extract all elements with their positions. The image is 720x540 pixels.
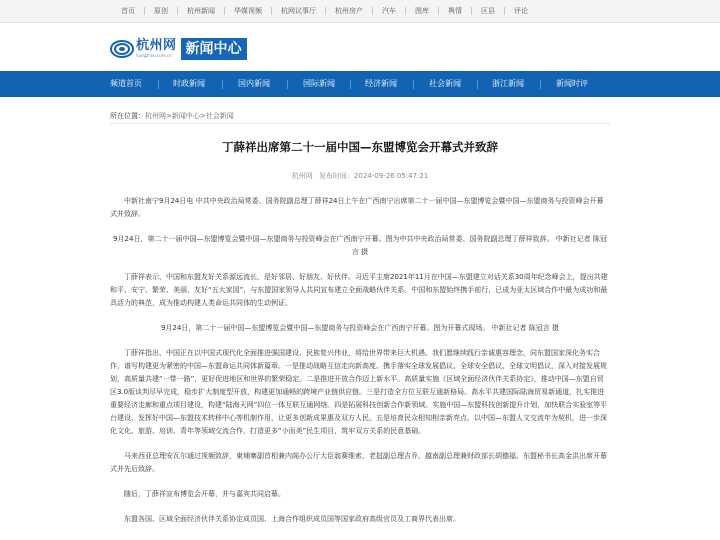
top-nav-link[interactable]: 杭州房产: [335, 7, 363, 15]
article-source: 杭州网: [291, 172, 313, 180]
article-paragraph: 东盟各国、区域全面经济伙伴关系协定成员国、上海合作组织成员国等国家政府高级官员及工商界代表出席。: [124, 515, 460, 523]
hangzhou-logo-icon: [110, 39, 134, 59]
nav-separator: [413, 80, 414, 89]
main-nav-link[interactable]: 新闻时评: [556, 79, 588, 88]
nav-separator: [287, 80, 288, 89]
top-nav-link[interactable]: 杭州新闻: [187, 7, 215, 15]
logo-site-name: 杭州网: [136, 38, 177, 53]
main-nav-link[interactable]: 浙江新闻: [492, 79, 524, 88]
photo-caption: 9月24日，第二十一届中国—东盟博览会暨中国—东盟商务与投资峰会在广西南宁开幕。图为开幕式现场。 中新社记者 陈冠言 摄: [160, 324, 560, 332]
divider: [110, 123, 610, 124]
top-nav-link[interactable]: 首页: [121, 7, 135, 15]
main-nav-link[interactable]: 频道首页: [110, 79, 142, 88]
channel-badge: 新闻中心: [181, 38, 247, 60]
article-paragraph: 丁薛祥表示，中国和东盟友好关系源远流长，是好邻居、好朋友、好伙伴。习近平主席2021年11月在中国—东盟建立对话关系30周年纪念峰会上，提出共建和平、安宁、繁荣、美丽、友好“五大家园”，与东盟国家领导人共同宣布建立全面战略伙伴关系。中国和东盟始终携手前行，已成为亚太区域合作中最为成功和最具活力的典范，成为推动构建人类命运共同体的生动例证。: [110, 273, 608, 307]
nav-separator: [477, 80, 478, 89]
top-nav-link[interactable]: 区县: [481, 7, 495, 15]
main-nav-link[interactable]: 经济新闻: [365, 79, 397, 88]
logo-domain: hangzhou.com.cn: [136, 53, 172, 58]
top-nav-link[interactable]: 图库: [415, 7, 429, 15]
top-nav-list: [112, 0, 537, 22]
nav-separator: [222, 80, 223, 89]
breadcrumb: [110, 111, 234, 121]
article-paragraph: 马来西亚总理安瓦尔通过视频致辞，柬埔寨副首相兼内阁办公厅大臣翁赛维索、老挝副总理吉乔、越南副总理兼财政部长胡德福、东盟秘书长高金洪出席开幕式并先后致辞。: [110, 452, 607, 473]
main-nav-link[interactable]: 国内新闻: [238, 79, 270, 88]
article-title: 丁薛祥出席第二十一届中国—东盟博览会开幕式并致辞: [222, 140, 498, 154]
logo-text: [136, 39, 177, 59]
main-nav-link[interactable]: 国际新闻: [303, 79, 335, 88]
main-nav-link[interactable]: 时政新闻: [173, 79, 205, 88]
article-paragraph: 随后，丁薛祥宣布博览会开幕，并与嘉宾共同启幕。: [124, 490, 285, 498]
site-logo[interactable]: [110, 36, 247, 62]
top-nav-link[interactable]: 原创: [154, 7, 168, 15]
article-paragraph: 中新社南宁9月24日电 中共中央政治局常委、国务院副总理丁薛祥24日上午在广西南宁出席第二十一届中国—东盟博览会暨中国—东盟商务与投资峰会开幕式并致辞。: [110, 197, 604, 218]
main-nav-link[interactable]: 社会新闻: [429, 79, 461, 88]
nav-separator: [540, 80, 541, 89]
main-navigation: [0, 71, 720, 97]
nav-separator: [158, 80, 159, 89]
article-paragraph: 丁薛祥指出，中国正在以中国式现代化全面推进强国建设、民族复兴伟业，将给世界带来巨大机遇。我们愿继续践行亲诚惠容理念，同东盟国家深化务实合作，谱写构建更为紧密的中国—东盟命运共同体新篇章。一是推动战略互信走向新高度。携手落实全球发展倡议、全球安全倡议、全球文明倡议，深入对接发展规划，高质量共建“一带一路”，更好促进地区和世界的繁荣稳定。二是推进开放合作迈上新水平。高质量实施《区域全面经济伙伴关系协定》，推动中国—东盟自贸区3.0版谈判尽早完成，稳步扩大制度型开放，构建更加通畅的跨境产业链供应链。三是打造全方位互联互通新格局。高水平共建国际陆海贸易新通道，扎实推进重要经济走廊和重点项目建设，构建“陆海天网”四位一体互联互通网络。四是拓展科技创新合作新领域。实施中国—东盟科技创新提升计划，加快联合实验室等平台建设，发挥好中国—东盟技术转移中心等机制作用，让更多创新成果惠及双方人民。五是培育民众相知相亲新亮点。以中国—东盟人文交流年为契机，进一步深化文化、旅游、培训、青年等领域交流合作，打造更多“小而美”民生项目，筑牢双方关系的民意基础。: [110, 349, 608, 435]
article-body: [110, 195, 610, 538]
breadcrumb-label: 所在位置：: [110, 112, 145, 120]
top-nav-link[interactable]: 汽车: [382, 7, 396, 15]
top-navigation: [0, 0, 720, 23]
top-nav-link[interactable]: 杭网议事厅: [281, 7, 316, 15]
article-meta: [110, 171, 610, 181]
breadcrumb-path[interactable]: 杭州网>新闻中心>社会新闻: [145, 112, 234, 120]
photo-caption: 9月24日，第二十一届中国—东盟博览会暨中国—东盟商务与投资峰会在广西南宁开幕。图为中共中央政治局常委、国务院副总理丁薛祥致辞。 中新社记者 陈冠言 摄: [113, 235, 607, 256]
top-nav-link[interactable]: 华媒视频: [234, 7, 262, 15]
article-publish-time: 发布时间：2024-09-26 05:47:21: [318, 172, 429, 180]
top-nav-link[interactable]: 舆情: [448, 7, 462, 15]
nav-separator: [350, 80, 351, 89]
top-nav-link[interactable]: 评论: [514, 7, 528, 15]
